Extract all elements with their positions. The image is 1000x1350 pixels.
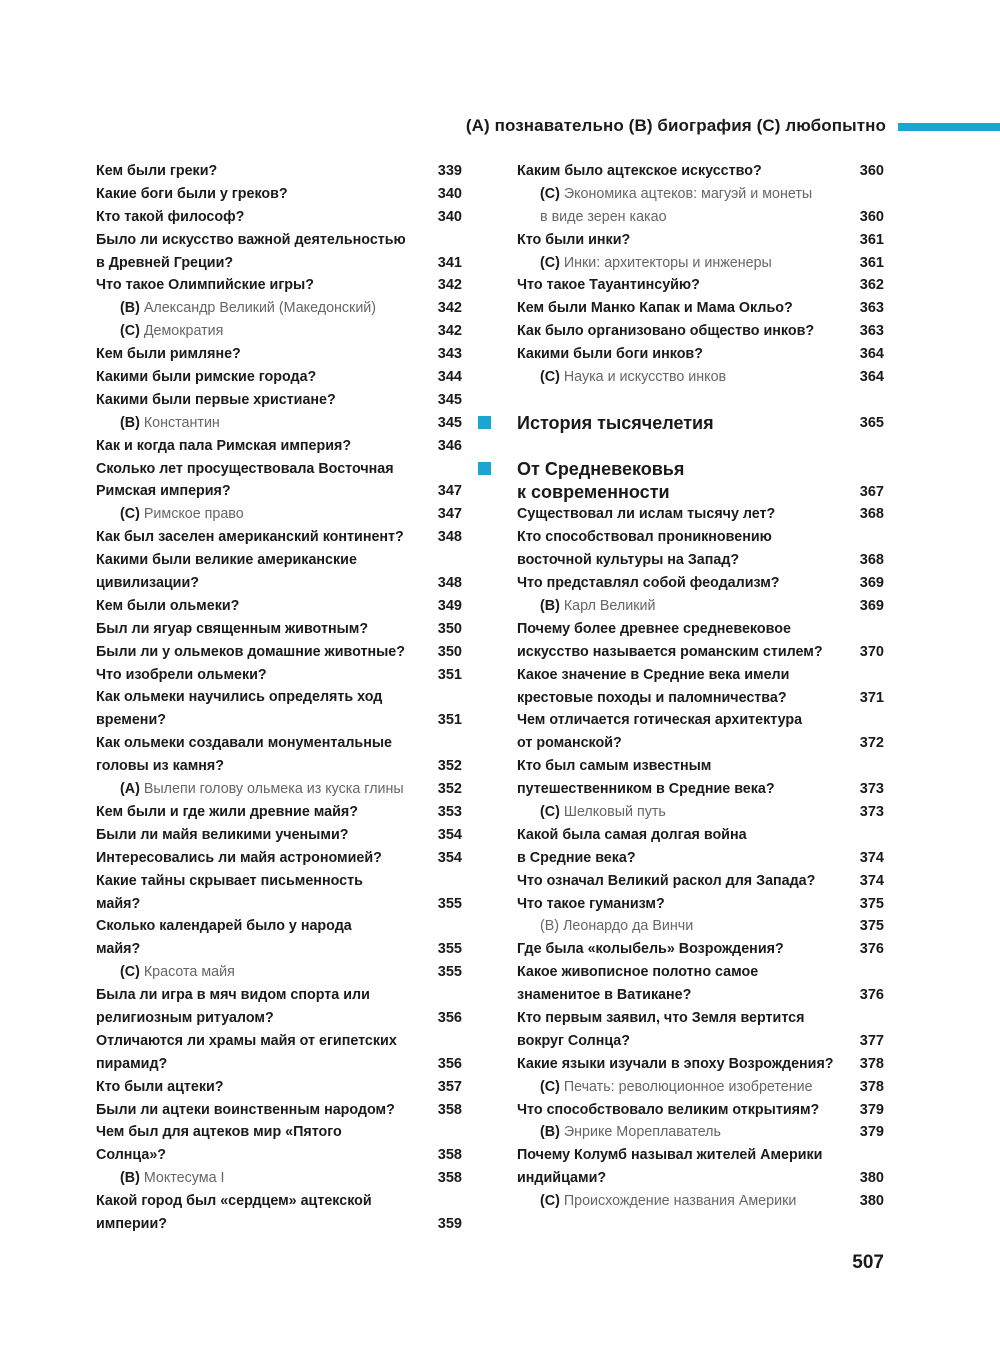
toc-entry-text: Как было организовано общество инков?: [517, 323, 815, 340]
toc-entry-text: Кем были греки?: [96, 163, 218, 179]
toc-page-number: 374: [859, 849, 884, 866]
section-title: От Средневековья: [517, 458, 685, 479]
toc-entry: [476, 664, 884, 687]
toc-page-number: 368: [859, 552, 884, 569]
toc-page-number: 363: [859, 323, 884, 340]
toc-subentry: [476, 206, 884, 229]
toc-entry: [96, 1007, 462, 1030]
toc-entry-text: Сколько лет просуществовала Восточная: [96, 460, 394, 477]
toc-entry-text: Был ли ягуар священным животным?: [96, 620, 369, 637]
toc-subentry-text: Инки: архитекторы и инженеры: [563, 254, 772, 271]
toc-tag: (А): [120, 781, 140, 798]
toc-entry: [96, 389, 462, 412]
toc-entry-text: Чем отличается готическая архитектура: [517, 712, 803, 729]
toc-entry-text: Какое значение в Средние века имели: [517, 666, 790, 683]
toc-page-number: 348: [437, 529, 462, 546]
toc-entry: [476, 1167, 884, 1190]
toc-entry: [476, 984, 884, 1007]
toc-entry-text: цивилизации?: [96, 575, 199, 592]
toc-entry-text: Где была «колыбель» Возрождения?: [517, 941, 784, 958]
toc-subentry: [96, 503, 462, 526]
toc-tag: (В): [120, 300, 140, 317]
toc-entry-text: Что такое Тауантинсуйю?: [517, 277, 700, 294]
toc-subentry-text: Моктесума I: [143, 1170, 225, 1187]
toc-entry: [96, 206, 462, 229]
toc-page-number: 358: [437, 1147, 462, 1164]
toc-entry: [96, 824, 462, 847]
toc-tag: (С): [540, 369, 560, 386]
toc-page-number: 358: [437, 1170, 462, 1187]
toc-entry: [96, 1099, 462, 1122]
toc-page-number: 373: [859, 803, 884, 820]
toc-page-number: 373: [859, 781, 884, 798]
toc-tag: (С): [540, 185, 560, 202]
toc-entry: [96, 915, 462, 938]
toc-entry: [96, 1190, 462, 1213]
toc-entry-text: Кто способствовал проникновению: [517, 529, 772, 546]
toc-subentry: [96, 297, 462, 320]
toc-entry-text: Какие языки изучали в эпоху Возрождения?: [517, 1055, 834, 1072]
toc-entry: [96, 709, 462, 732]
toc-entry: [476, 687, 884, 710]
toc-legend: (А) познавательно (В) биография (С) любопытно: [465, 116, 886, 135]
toc-subentry: [476, 252, 884, 275]
toc-page-number: 347: [437, 506, 462, 523]
toc-subentry: [476, 366, 884, 389]
toc-page-number: 355: [437, 964, 462, 981]
toc-tag: (В): [120, 414, 140, 431]
toc-entry: [96, 572, 462, 595]
toc-page-number: 361: [859, 231, 884, 248]
toc-entry: [96, 595, 462, 618]
toc-entry: [96, 1030, 462, 1053]
toc-entry: [476, 229, 884, 252]
toc-subentry-text: Леонардо да Винчи: [563, 918, 694, 935]
toc-entry: [96, 1121, 462, 1144]
toc-entry: [476, 641, 884, 664]
toc-entry: [476, 549, 884, 572]
toc-entry: [476, 870, 884, 893]
toc-entry-text: Интересовались ли майя астрономией?: [96, 849, 382, 866]
toc-entry-text: Какой город был «сердцем» ацтекской: [96, 1193, 372, 1210]
toc-entry: [476, 1053, 884, 1076]
toc-page-number: 355: [437, 895, 462, 912]
toc-subentry-text: Константин: [143, 414, 220, 431]
toc-entry-text: майя?: [96, 941, 141, 958]
toc-page-number: 346: [437, 437, 462, 454]
toc-entry-text: Как и когда пала Римская империя?: [96, 437, 352, 454]
toc-entry-text: Что такое Олимпийские игры?: [96, 277, 314, 294]
toc-entry-text: Были ли ацтеки воинственным народом?: [96, 1101, 395, 1118]
toc-entry-text: Как ольмеки научились определять ход: [96, 689, 383, 706]
toc-subentry: [476, 801, 884, 824]
toc-tag: (В): [120, 1170, 140, 1187]
toc-entry-text: Что представлял собой феодализм?: [517, 575, 780, 592]
toc-entry: [476, 893, 884, 916]
toc-page-number: 370: [859, 643, 884, 660]
toc-entry: [476, 1144, 884, 1167]
toc-entry: [476, 847, 884, 870]
toc-page-number: 345: [437, 414, 462, 431]
toc-page-number: 354: [437, 826, 462, 843]
toc-page-number: 360: [859, 208, 884, 225]
toc-tag: (С): [540, 803, 560, 820]
toc-subentry: [476, 1076, 884, 1099]
toc-entry-text: вокруг Солнца?: [517, 1032, 630, 1049]
toc-entry-text: Какое живописное полотно самое: [517, 964, 759, 981]
toc-entry-text: Кто такой философ?: [96, 208, 245, 225]
toc-page-number: 379: [859, 1124, 884, 1141]
toc-page-number: 380: [859, 1193, 884, 1210]
toc-entry: [96, 549, 462, 572]
toc-entry: [96, 641, 462, 664]
toc-entry: [476, 709, 884, 732]
toc-page-number: 359: [437, 1215, 462, 1232]
toc-tag: (В): [540, 597, 560, 614]
toc-page-number: 374: [859, 872, 884, 889]
toc-entry-text: Какие тайны скрывает письменность: [96, 872, 363, 889]
toc-page-number: 352: [437, 781, 462, 798]
toc-entry: [476, 274, 884, 297]
toc-subentry: [96, 412, 462, 435]
toc-page-number: 375: [859, 918, 884, 935]
toc-entry: [476, 320, 884, 343]
toc-subentry: [476, 1121, 884, 1144]
toc-entry: [476, 343, 884, 366]
toc-section-heading: [476, 389, 884, 435]
toc-page-number: 351: [437, 666, 462, 683]
toc-subentry: [476, 1190, 884, 1213]
toc-entry-text: Римская империя?: [96, 483, 231, 500]
toc-subentry-text: Демократия: [143, 323, 224, 340]
toc-entry: [96, 458, 462, 481]
toc-tag: (В): [540, 1124, 560, 1141]
toc-entry-text: Какими были боги инков?: [517, 346, 703, 363]
toc-page-number: 345: [437, 391, 462, 408]
toc-page-number: 380: [859, 1170, 884, 1187]
toc-entry: [476, 938, 884, 961]
toc-entry: [96, 526, 462, 549]
toc-entry-text: Были ли у ольмеков домашние животные?: [96, 643, 405, 660]
toc-subentry-text: Римское право: [143, 506, 244, 523]
toc-page-number: 340: [437, 208, 462, 225]
toc-page-number: 377: [859, 1032, 884, 1049]
toc-page-number: 348: [437, 575, 462, 592]
toc-entry: [476, 1030, 884, 1053]
toc-entry-text: Кем были римляне?: [96, 346, 241, 363]
toc-page-number: 376: [859, 941, 884, 958]
toc-entry: [476, 1099, 884, 1122]
toc-page-number: 342: [437, 277, 462, 294]
toc-entry-text: Почему более древнее средневековое: [517, 620, 791, 637]
toc-section-heading-cont: [476, 481, 884, 504]
toc-entry-text: Была ли игра в мяч видом спорта или: [96, 987, 370, 1004]
toc-entry: [96, 618, 462, 641]
toc-entry: [96, 1144, 462, 1167]
toc-entry: [96, 1076, 462, 1099]
toc-page-number: 352: [437, 758, 462, 775]
toc-entry-text: Кем были Манко Капак и Мама Окльо?: [517, 300, 793, 317]
toc-entry-text: искусство называется романским стилем?: [517, 643, 823, 660]
toc-entry-text: Какой была самая долгая война: [517, 826, 747, 843]
toc-entry-text: Кто первым заявил, что Земля вертится: [517, 1009, 805, 1026]
toc-page-number: 378: [859, 1078, 884, 1095]
toc-entry-text: в Древней Греции?: [96, 254, 234, 271]
toc-entry-text: Какими были великие американские: [96, 552, 357, 569]
toc-page-number: 342: [437, 300, 462, 317]
toc-page-number: 344: [437, 369, 462, 386]
toc-column-left: [96, 160, 462, 1236]
toc-entry: [96, 664, 462, 687]
toc-subentry: [96, 778, 462, 801]
toc-entry-text: времени?: [96, 712, 166, 729]
toc-entry: [96, 847, 462, 870]
toc-entry-text: Какими были первые христиане?: [96, 391, 336, 408]
toc-entry: [96, 1053, 462, 1076]
toc-entry-text: Как был заселен американский континент?: [96, 529, 404, 546]
toc-entry: [96, 183, 462, 206]
toc-entry-text: Солнца»?: [96, 1147, 167, 1164]
toc-entry: [476, 824, 884, 847]
toc-entry-text: крестовые походы и паломничества?: [517, 689, 787, 706]
toc-entry: [96, 343, 462, 366]
toc-entry: [96, 732, 462, 755]
toc-subentry: [96, 961, 462, 984]
toc-entry: [96, 686, 462, 709]
toc-entry-text: Отличаются ли храмы майя от египетских: [96, 1032, 397, 1049]
toc-entry: [96, 252, 462, 275]
toc-entry-text: Что такое гуманизм?: [517, 895, 665, 912]
toc-entry: [96, 435, 462, 458]
toc-entry-text: путешественником в Средние века?: [517, 781, 775, 798]
toc-entry-text: религиозным ритуалом?: [96, 1009, 274, 1026]
toc-entry-text: Чем был для ацтеков мир «Пятого: [96, 1124, 342, 1141]
toc-entry: [96, 1213, 462, 1236]
toc-page-number: 355: [437, 941, 462, 958]
toc-subentry-text: Шелковый путь: [563, 803, 666, 820]
toc-tag: (С): [120, 323, 140, 340]
toc-page-number: 372: [859, 735, 884, 752]
toc-column-right: [476, 160, 884, 1213]
toc-page-number: 363: [859, 300, 884, 317]
toc-page-number: 371: [859, 689, 884, 706]
toc-entry-text: восточной культуры на Запад?: [517, 552, 740, 569]
toc-subentry-text: в виде зерен какао: [540, 208, 667, 225]
toc-section-heading: [476, 435, 884, 481]
toc-entry: [476, 503, 884, 526]
toc-entry-text: головы из камня?: [96, 758, 225, 775]
toc-subentry-text: Энрике Мореплаватель: [563, 1124, 721, 1141]
toc-entry-text: Почему Колумб называл жителей Америки: [517, 1147, 823, 1164]
toc-page-number: 347: [437, 483, 462, 500]
toc-entry: [96, 160, 462, 183]
toc-entry: [96, 893, 462, 916]
toc-entry: [476, 961, 884, 984]
toc-subentry: [476, 595, 884, 618]
toc-entry-text: Кем были и где жили древние майя?: [96, 803, 358, 820]
toc-page-number: 341: [437, 254, 462, 271]
toc-tag: (С): [120, 506, 140, 523]
toc-entry: [96, 274, 462, 297]
toc-entry-text: Каким было ацтекское искусство?: [517, 163, 762, 179]
toc-tag: (С): [540, 1078, 560, 1095]
toc-entry: [96, 938, 462, 961]
toc-entry: [476, 732, 884, 755]
toc-page-number: 357: [437, 1078, 462, 1095]
toc-page-number: 351: [437, 712, 462, 729]
toc-subentry: [476, 183, 884, 206]
toc-page-number: 343: [437, 346, 462, 363]
toc-page-number: 356: [437, 1009, 462, 1026]
section-marker-icon: [478, 462, 491, 475]
toc-page-number: 375: [859, 895, 884, 912]
toc-subentry-text: Карл Великий: [563, 597, 656, 614]
toc-page-number: 354: [437, 849, 462, 866]
toc-entry-text: Что означал Великий раскол для Запада?: [517, 872, 816, 889]
toc-page-number: 362: [859, 277, 884, 294]
toc-entry-text: пирамид?: [96, 1055, 168, 1072]
toc-entry: [476, 755, 884, 778]
toc-entry-text: Кем были ольмеки?: [96, 597, 240, 614]
toc-page-number: 342: [437, 323, 462, 340]
toc-entry: [96, 229, 462, 252]
toc-subentry-text: Экономика ацтеков: магуэй и монеты: [563, 185, 813, 202]
toc-entry: [476, 297, 884, 320]
toc-entry-text: империи?: [96, 1215, 167, 1232]
page-number: 507: [852, 1252, 884, 1273]
toc-page-number: 339: [437, 163, 462, 179]
toc-page-number: 365: [859, 414, 884, 431]
toc-entry-text: Было ли искусство важной деятельностью: [96, 231, 406, 248]
toc-page-number: 364: [859, 369, 884, 386]
toc-entry-text: от романской?: [517, 735, 622, 752]
toc-entry-text: Какие боги были у греков?: [96, 185, 288, 202]
toc-entry: [96, 801, 462, 824]
toc-page-number: 364: [859, 346, 884, 363]
toc-page-number: 353: [437, 803, 462, 820]
section-title: История тысячелетия: [517, 412, 714, 433]
toc-page-number: 349: [437, 597, 462, 614]
toc-entry-text: Существовал ли ислам тысячу лет?: [517, 506, 776, 523]
toc-subentry: [476, 915, 884, 938]
toc-entry: [476, 618, 884, 641]
toc-entry-text: Кто были ацтеки?: [96, 1078, 224, 1095]
toc-entry: [96, 366, 462, 389]
toc-page-number: 361: [859, 254, 884, 271]
toc-page-number: 369: [859, 597, 884, 614]
toc-page-number: 350: [437, 643, 462, 660]
toc-page-number: 356: [437, 1055, 462, 1072]
toc-entry-text: Сколько календарей было у народа: [96, 918, 352, 935]
toc-entry: [476, 526, 884, 549]
toc-subentry-text: Наука и искусство инков: [563, 369, 727, 386]
toc-tag: (С): [540, 254, 560, 271]
toc-page-number: 369: [859, 575, 884, 592]
toc-entry-text: Какими были римские города?: [96, 369, 317, 386]
toc-tag: (В): [540, 918, 560, 935]
section-marker-icon: [478, 416, 491, 429]
toc-subentry-text: Вылепи голову ольмека из куска глины: [143, 781, 404, 798]
toc-entry-text: Кто были инки?: [517, 231, 631, 248]
toc-entry-text: Кто был самым известным: [517, 758, 712, 775]
toc-tag: (С): [120, 964, 140, 981]
toc-entry: [476, 778, 884, 801]
toc-page-number: 367: [859, 483, 884, 500]
toc-entry-text: Что изобрели ольмеки?: [96, 666, 267, 683]
toc-entry: [476, 160, 884, 183]
toc-entry: [476, 1007, 884, 1030]
toc-entry: [476, 572, 884, 595]
toc-subentry-text: Александр Великий (Македонский): [143, 300, 377, 317]
toc-page-number: 368: [859, 506, 884, 523]
section-title: к современности: [517, 481, 670, 502]
toc-entry: [96, 755, 462, 778]
toc-subentry: [96, 1167, 462, 1190]
toc-entry-text: индийцами?: [517, 1170, 607, 1187]
toc-page-number: 340: [437, 185, 462, 202]
accent-bar: [898, 123, 1000, 131]
toc-entry: [96, 984, 462, 1007]
toc-page-number: 379: [859, 1101, 884, 1118]
toc-entry-text: майя?: [96, 895, 141, 912]
toc-page-number: 358: [437, 1101, 462, 1118]
toc-subentry: [96, 320, 462, 343]
toc-subentry-text: Происхождение названия Америки: [563, 1193, 797, 1210]
toc-subentry-text: Красота майя: [143, 964, 235, 981]
toc-entry-text: Как ольмеки создавали монументальные: [96, 735, 392, 752]
toc-page-number: 350: [437, 620, 462, 637]
toc-entry-text: знаменитое в Ватикане?: [517, 987, 692, 1004]
toc-page-number: 378: [859, 1055, 884, 1072]
toc-entry-text: Что способствовало великим открытиям?: [517, 1101, 820, 1118]
toc-subentry-text: Печать: революционное изобретение: [563, 1078, 813, 1095]
toc-tag: (С): [540, 1193, 560, 1210]
toc-page-number: 376: [859, 987, 884, 1004]
toc-entry-text: Были ли майя великими учеными?: [96, 826, 349, 843]
toc-entry-text: в Средние века?: [517, 849, 636, 866]
toc-page-number: 360: [859, 163, 884, 179]
toc-entry: [96, 870, 462, 893]
toc-entry: [96, 480, 462, 503]
